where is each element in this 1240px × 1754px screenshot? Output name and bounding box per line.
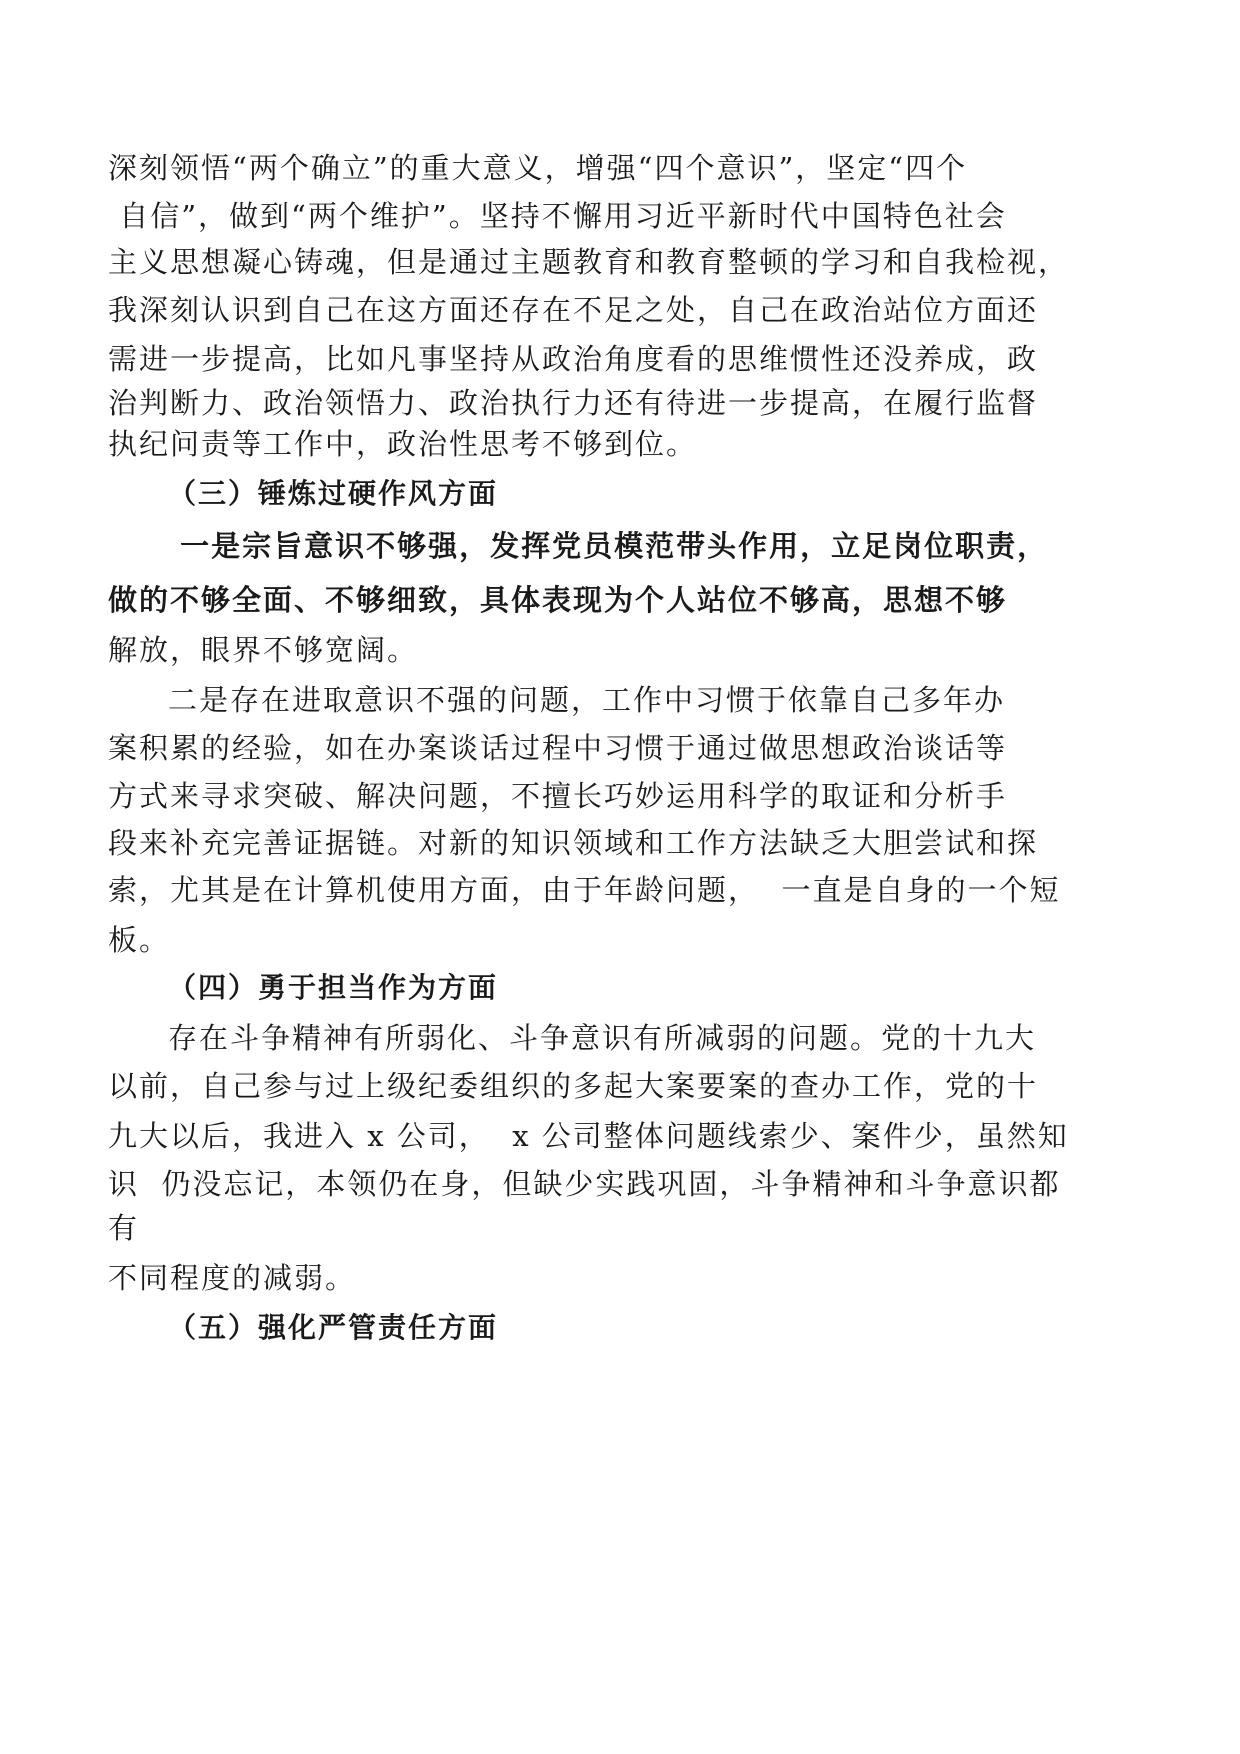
- paragraph-line: 案积累的经验，如在办案谈话过程中习惯于通过做思想政治谈话等: [108, 731, 1008, 765]
- paragraph-line: 方式来寻求突破、解决问题，不擅长巧妙运用科学的取证和分析手: [108, 779, 1008, 813]
- paragraph-line: 主义思想凝心铸魂，但是通过主题教育和教育整顿的学习和自我检视，: [108, 245, 1070, 279]
- paragraph-line: 二是存在进取意识不强的问题，工作中习惯于依靠自己多年办: [168, 683, 1006, 717]
- paragraph-line: 不同程度的减弱。: [108, 1261, 357, 1295]
- paragraph-line: 有: [108, 1211, 140, 1245]
- paragraph-line: 以前，自己参与过上级纪委组织的多起大案要案的查办工作，党的十: [108, 1069, 1039, 1103]
- section-heading: （三）锤炼过硬作风方面: [168, 477, 499, 510]
- paragraph-line: 需进一步提高，比如凡事坚持从政治角度看的思维惯性还没养成，政: [108, 342, 1039, 376]
- paragraph-line: 段来补充完善证据链。对新的知识领域和工作方法缺乏大胆尝试和探: [108, 826, 1039, 860]
- bold-paragraph-line: 做的不够全面、不够细致，具体表现为个人站位不够高，思想不够: [108, 583, 1008, 617]
- section-heading: （五）强化严管责任方面: [168, 1311, 499, 1344]
- paragraph-line: 解放，眼界不够宽阔。: [108, 633, 419, 667]
- paragraph-line: 自信”，做到“两个维护”。坚持不懈用习近平新时代中国特色社会: [108, 199, 1007, 233]
- paragraph-line: 我深刻认识到自己在这方面还存在不足之处，自己在政治站位方面还: [108, 293, 1039, 327]
- paragraph-line: 治判断力、政治领悟力、政治执行力还有待进一步提高，在履行监督: [108, 386, 1039, 420]
- paragraph-line: 深刻领悟“两个确立”的重大意义，增强“四个意识”，坚定“四个: [108, 151, 968, 185]
- paragraph-line: 索，尤其是在计算机使用方面，由于年龄问题， 一直是自身的一个短: [108, 873, 1061, 907]
- section-heading: （四）勇于担当作为方面: [168, 971, 499, 1004]
- paragraph-line: 存在斗争精神有所弱化、斗争意识有所减弱的问题。党的十九大: [168, 1021, 1037, 1055]
- paragraph-line: 板。: [108, 923, 171, 957]
- paragraph-line: 九大以后，我进入 x 公司， x 公司整体问题线索少、案件少，虽然知: [108, 1119, 1069, 1153]
- bold-paragraph-line: 一是宗旨意识不够强，发挥党员模范带头作用，立足岗位职责，: [168, 529, 1049, 563]
- paragraph-line: 识 仍没忘记，本领仍在身，但缺少实践巩固，斗争精神和斗争意识都: [108, 1167, 1061, 1201]
- paragraph-line: 执纪问责等工作中，政治性思考不够到位。: [108, 427, 698, 461]
